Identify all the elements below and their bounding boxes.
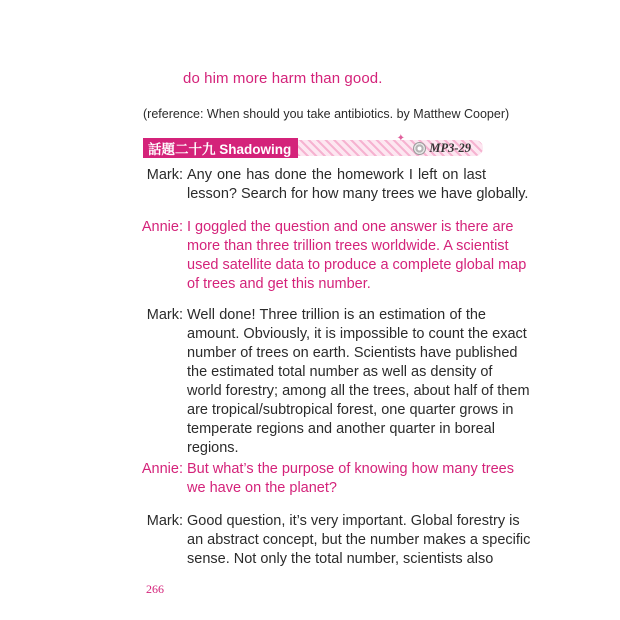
text-line: Well done! Three trillion is an estimation of the bbox=[187, 307, 486, 323]
text-line: more than three trillion trees worldwide. A scientist bbox=[187, 238, 509, 254]
text-line: temperate regions and another quarter in boreal bbox=[187, 421, 495, 437]
speaker-name: Mark: bbox=[146, 167, 183, 183]
text-line: sense. Not only the total number, scientists also bbox=[187, 551, 494, 567]
carryover-line: do him more harm than good. bbox=[183, 70, 383, 87]
speech-text bbox=[187, 218, 527, 294]
text-line: of trees and get this number. bbox=[187, 276, 371, 292]
speech-text bbox=[187, 460, 514, 498]
speech-text bbox=[187, 166, 529, 204]
speaker-name: Mark: bbox=[146, 307, 183, 323]
audio-track-tag bbox=[413, 138, 471, 158]
text-line: an abstract concept, but the number makes a specific bbox=[187, 532, 531, 548]
text-line: used satellite data to produce a complete global map bbox=[187, 257, 527, 273]
text-line: we have on the planet? bbox=[187, 480, 337, 496]
text-line: I goggled the question and one answer is there are bbox=[187, 219, 514, 235]
speech-text bbox=[187, 512, 531, 569]
speaker-name: Annie: bbox=[141, 219, 183, 235]
text-line: number of trees on earth. Scientists have published bbox=[187, 345, 518, 361]
section-banner bbox=[143, 133, 483, 158]
audio-track-label: MP3-29 bbox=[429, 140, 471, 155]
text-line: the estimated total number as well as density of bbox=[187, 364, 493, 380]
speech-text bbox=[187, 306, 530, 458]
page-number: 266 bbox=[146, 582, 164, 596]
text-line: But what’s the purpose of knowing how many trees bbox=[187, 461, 514, 477]
text-line: regions. bbox=[187, 440, 239, 456]
reference-note: (reference: When should you take antibiotics. by Matthew Cooper) bbox=[143, 107, 510, 121]
text-line: amount. Obviously, it is impossible to count the exact bbox=[187, 326, 527, 342]
text-line: Good question, it’s very important. Global forestry is bbox=[187, 513, 520, 529]
section-title: 話題二十九 Shadowing bbox=[143, 138, 298, 158]
text-line: Any one has done the homework I left on last bbox=[187, 167, 486, 183]
sparkle-icon: ✦ bbox=[396, 133, 405, 144]
speaker-name: Annie: bbox=[141, 461, 183, 477]
text-line: world forestry; among all the trees, about half of them bbox=[187, 383, 530, 399]
cd-disc-icon bbox=[413, 142, 426, 155]
text-line: are tropical/subtropical forest, one quarter grows in bbox=[187, 402, 514, 418]
speaker-name: Mark: bbox=[146, 513, 183, 529]
text-line: lesson? Search for how many trees we have globally. bbox=[187, 186, 529, 202]
